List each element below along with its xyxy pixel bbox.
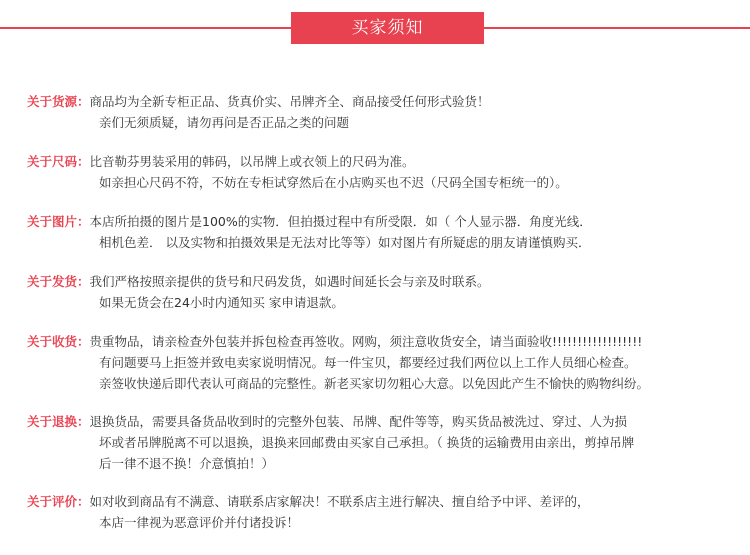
section-shipping (27, 271, 737, 313)
section-text: 本店一律视为恶意评价并付诸投诉！ (99, 515, 300, 530)
section-text: 如亲担心尺码不符，不妨在专柜试穿然后在小店购买也不迟（尺码全国专柜统一的）。 (99, 175, 568, 190)
section-text: 亲们无须质疑，请勿再问是否正品之类的问题 (99, 115, 350, 130)
section-text: 坏或者吊牌脱离不可以退换，退换来回邮费由买家自己承担。（ 换货的运输费用由亲出，剪掉吊牌 (99, 435, 635, 450)
section-line (27, 271, 737, 292)
section-text: 有问题要马上拒签并致电卖家说明情况。每一件宝贝，都要经过我们两位以上工作人员细心检查。 (99, 355, 637, 370)
section-line (27, 491, 737, 512)
section-text: 亲签收快递后即代表认可商品的完整性。新老买家切勿粗心大意。以免因此产生不愉快的购物纠纷。 (99, 376, 650, 391)
section-line (27, 331, 737, 352)
section-text: 相机色差． 以及实物和拍摄效果是无法对比等等）如对图片有所疑虑的朋友请谨慎购买． (99, 235, 591, 250)
section-line (27, 411, 737, 432)
section-text: 我们严格按照亲提供的货号和尺码发货，如遇时间延长会与亲及时联系。 (89, 274, 490, 289)
page-title: 买家须知 (291, 12, 484, 44)
section-label: 关于评价： (27, 494, 90, 509)
section-line (27, 211, 737, 232)
section-text: 本店所拍摄的图片是100%的实物．但拍摄过程中有所受限．如（ 个人显示器．角度光线． (89, 214, 592, 229)
section-size (27, 151, 737, 193)
section-line (27, 91, 737, 112)
section-reviews (27, 491, 737, 533)
section-text: 退换货品，需要具备货品收到时的完整外包装、吊牌、配件等等，购买货品被洗过、穿过、人为损 (89, 414, 628, 429)
section-text: 如对收到商品有不满意、请联系店家解决！不联系店主进行解决、擅自给予中评、差评的， (89, 494, 590, 509)
header-banner (0, 0, 750, 46)
section-label: 关于退换： (27, 414, 90, 429)
section-label: 关于发货： (27, 274, 90, 289)
section-text: 后一律不退不换！介意慎拍！） (99, 456, 275, 471)
section-text: 如果无货会在24小时内通知买 家申请退款。 (99, 295, 344, 310)
section-line (27, 151, 737, 172)
section-supply (27, 91, 737, 133)
section-label: 关于图片： (27, 214, 90, 229)
section-label: 关于货源： (27, 94, 90, 109)
section-label: 关于尺码： (27, 154, 90, 169)
section-text: 贵重物品，请亲检查外包装并拆包检查再签收。网购，须注意收货安全，请当面验收!!!!!!!!!!!!!!!!!! (89, 334, 643, 349)
section-photos (27, 211, 737, 253)
section-receiving (27, 331, 737, 394)
section-text: 商品均为全新专柜正品、货真价实、吊牌齐全、商品接受任何形式验货！ (89, 94, 490, 109)
section-returns (27, 411, 737, 474)
section-label: 关于收货： (27, 334, 90, 349)
section-text: 比音勒芬男装采用的韩码，以吊牌上或衣领上的尺码为准。 (89, 154, 415, 169)
